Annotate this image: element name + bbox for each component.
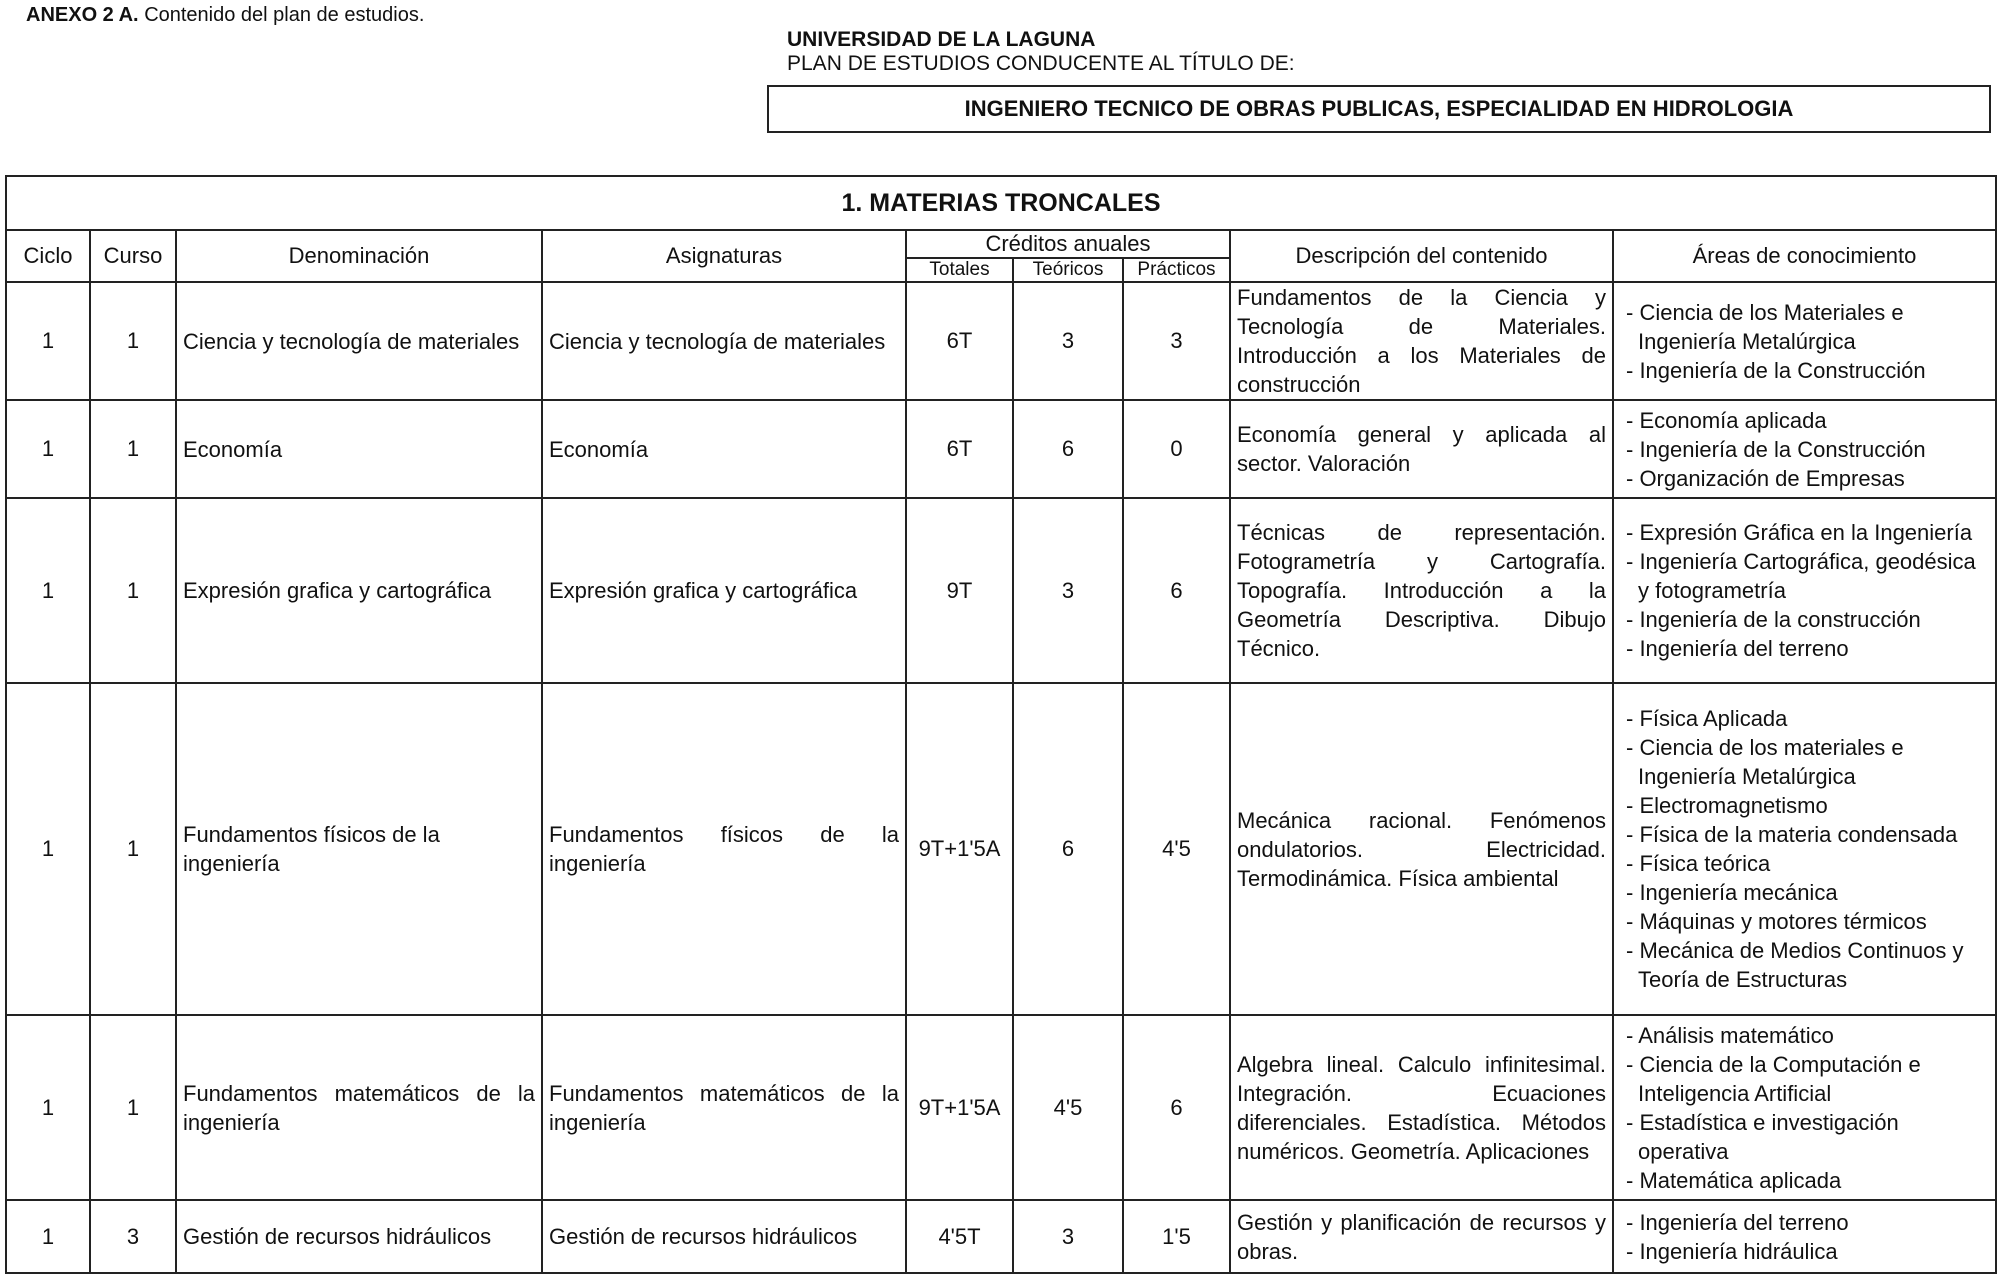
cell-curso: 1 [90, 1015, 176, 1200]
area-item: - Física de la materia condensada [1626, 822, 1958, 847]
table-row [6, 282, 1996, 400]
degree-title: INGENIERO TECNICO DE OBRAS PUBLICAS, ESPECIALIDAD EN HIDROLOGIA [964, 96, 1794, 121]
cell-asignatura: Economía [542, 400, 906, 498]
header-denominacion: Denominación [176, 230, 542, 282]
cell-curso: 1 [90, 498, 176, 683]
area-item: - Ingeniería de la construcción [1626, 607, 1921, 632]
area-item: - Física teórica [1626, 851, 1771, 876]
cell-practicos: 1'5 [1123, 1200, 1230, 1273]
plan-line: PLAN DE ESTUDIOS CONDUCENTE AL TÍTULO DE: [787, 52, 1295, 75]
cell-totales: 9T+1'5A [906, 1015, 1013, 1200]
annex-heading [26, 4, 424, 27]
cell-areas [1613, 282, 1996, 400]
cell-practicos: 0 [1123, 400, 1230, 498]
area-item: - Ciencia de los Materiales e Ingeniería Metalúrgica [1626, 299, 1904, 354]
cell-areas [1613, 683, 1996, 1015]
cell-denominacion: Economía [176, 400, 542, 498]
cell-teoricos: 3 [1013, 1200, 1123, 1273]
cell-ciclo: 1 [6, 282, 90, 400]
header-teoricos: Teóricos [1013, 258, 1123, 282]
cell-denominacion: Gestión de recursos hidráulicos [176, 1200, 542, 1273]
table-row [6, 498, 1996, 683]
area-item: - Ingeniería Cartográfica, geodésica y fotogrametría [1626, 549, 1976, 603]
area-item: - Máquinas y motores térmicos [1626, 909, 1927, 934]
area-item: - Ingeniería de la Construcción [1626, 436, 1926, 462]
cell-asignatura: Ciencia y tecnología de materiales [542, 282, 906, 400]
area-item: - Electromagnetismo [1626, 793, 1828, 818]
section-title: 1. MATERIAS TRONCALES [6, 176, 1996, 230]
header-areas: Áreas de conocimiento [1613, 230, 1996, 282]
cell-totales: 6T [906, 400, 1013, 498]
cell-descripcion: Fundamentos de la Ciencia y Tecnología de Materiales. Introducción a los Materiales de construcción [1230, 282, 1613, 400]
table-row [6, 1200, 1996, 1273]
cell-asignatura: Fundamentos matemáticos de la ingeniería [542, 1015, 906, 1200]
cell-descripcion: Mecánica racional. Fenómenos ondulatorios. Electricidad. Termodinámica. Física ambiental [1230, 683, 1613, 1015]
table-row [6, 683, 1996, 1015]
cell-ciclo: 1 [6, 400, 90, 498]
area-item: - Ingeniería del terreno [1626, 636, 1849, 661]
header-asignaturas: Asignaturas [542, 230, 906, 282]
area-item: - Matemática aplicada [1626, 1167, 1842, 1193]
area-item: - Ingeniería hidráulica [1626, 1238, 1838, 1264]
cell-denominacion: Fundamentos matemáticos de la ingeniería [176, 1015, 542, 1200]
table-row [6, 400, 1996, 498]
cell-descripcion: Gestión y planificación de recursos y obras. [1230, 1200, 1613, 1273]
annex-label: ANEXO 2 A. [26, 4, 139, 26]
cell-descripcion: Algebra lineal. Calculo infinitesimal. Integración. Ecuaciones diferenciales. Estadística. Métodos numéricos. Geometría. Aplicaciones [1230, 1015, 1613, 1200]
cell-practicos: 4'5 [1123, 683, 1230, 1015]
cell-denominacion: Ciencia y tecnología de materiales [176, 282, 542, 400]
area-item: - Estadística e investigación operativa [1626, 1109, 1899, 1164]
cell-ciclo: 1 [6, 683, 90, 1015]
cell-teoricos: 4'5 [1013, 1015, 1123, 1200]
cell-ciclo: 1 [6, 1200, 90, 1273]
cell-descripcion: Economía general y aplicada al sector. Valoración [1230, 400, 1613, 498]
header-totales: Totales [906, 258, 1013, 282]
cell-denominacion: Expresión grafica y cartográfica [176, 498, 542, 683]
cell-asignatura: Expresión grafica y cartográfica [542, 498, 906, 683]
area-item: - Análisis matemático [1626, 1022, 1834, 1048]
cell-totales: 6T [906, 282, 1013, 400]
cell-ciclo: 1 [6, 1015, 90, 1200]
cell-curso: 3 [90, 1200, 176, 1273]
cell-curso: 1 [90, 683, 176, 1015]
area-item: - Organización de Empresas [1626, 465, 1905, 491]
cell-asignatura: Fundamentos físicos de la ingeniería [542, 683, 906, 1015]
cell-areas [1613, 498, 1996, 683]
area-item: - Ingeniería mecánica [1626, 880, 1838, 905]
cell-practicos: 6 [1123, 1015, 1230, 1200]
header-creditos: Créditos anuales [906, 230, 1230, 258]
area-item: - Ingeniería de la Construcción [1626, 357, 1926, 383]
annex-text: Contenido del plan de estudios. [144, 4, 425, 26]
table-row [6, 1015, 1996, 1200]
cell-practicos: 3 [1123, 282, 1230, 400]
cell-denominacion: Fundamentos físicos de la ingeniería [176, 683, 542, 1015]
cell-asignatura: Gestión de recursos hidráulicos [542, 1200, 906, 1273]
area-item: - Ciencia de los materiales e Ingeniería Metalúrgica [1626, 735, 1904, 789]
area-item: - Ingeniería del terreno [1626, 1209, 1849, 1235]
degree-title-box [767, 85, 1991, 133]
curriculum-table [5, 175, 1997, 1274]
area-item: - Economía aplicada [1626, 407, 1827, 433]
area-item: - Expresión Gráfica en la Ingeniería [1626, 520, 1973, 545]
area-item: - Mecánica de Medios Continuos y Teoría de Estructuras [1626, 938, 1964, 992]
header-ciclo: Ciclo [6, 230, 90, 282]
cell-teoricos: 3 [1013, 282, 1123, 400]
area-item: - Ciencia de la Computación e Inteligencia Artificial [1626, 1051, 1921, 1106]
cell-totales: 9T [906, 498, 1013, 683]
header-practicos: Prácticos [1123, 258, 1230, 282]
cell-teoricos: 3 [1013, 498, 1123, 683]
cell-curso: 1 [90, 400, 176, 498]
area-item: - Física Aplicada [1626, 706, 1788, 731]
cell-descripcion: Técnicas de representación. Fotogrametría y Cartografía. Topografía. Introducción a la Geometría Descriptiva. Dibujo Técnico. [1230, 498, 1613, 683]
cell-totales: 9T+1'5A [906, 683, 1013, 1015]
cell-curso: 1 [90, 282, 176, 400]
cell-areas [1613, 1015, 1996, 1200]
university-name: UNIVERSIDAD DE LA LAGUNA [787, 28, 1096, 51]
cell-teoricos: 6 [1013, 400, 1123, 498]
cell-ciclo: 1 [6, 498, 90, 683]
cell-totales: 4'5T [906, 1200, 1013, 1273]
header-curso: Curso [90, 230, 176, 282]
cell-teoricos: 6 [1013, 683, 1123, 1015]
cell-areas [1613, 400, 1996, 498]
cell-areas [1613, 1200, 1996, 1273]
header-descripcion: Descripción del contenido [1230, 230, 1613, 282]
cell-practicos: 6 [1123, 498, 1230, 683]
